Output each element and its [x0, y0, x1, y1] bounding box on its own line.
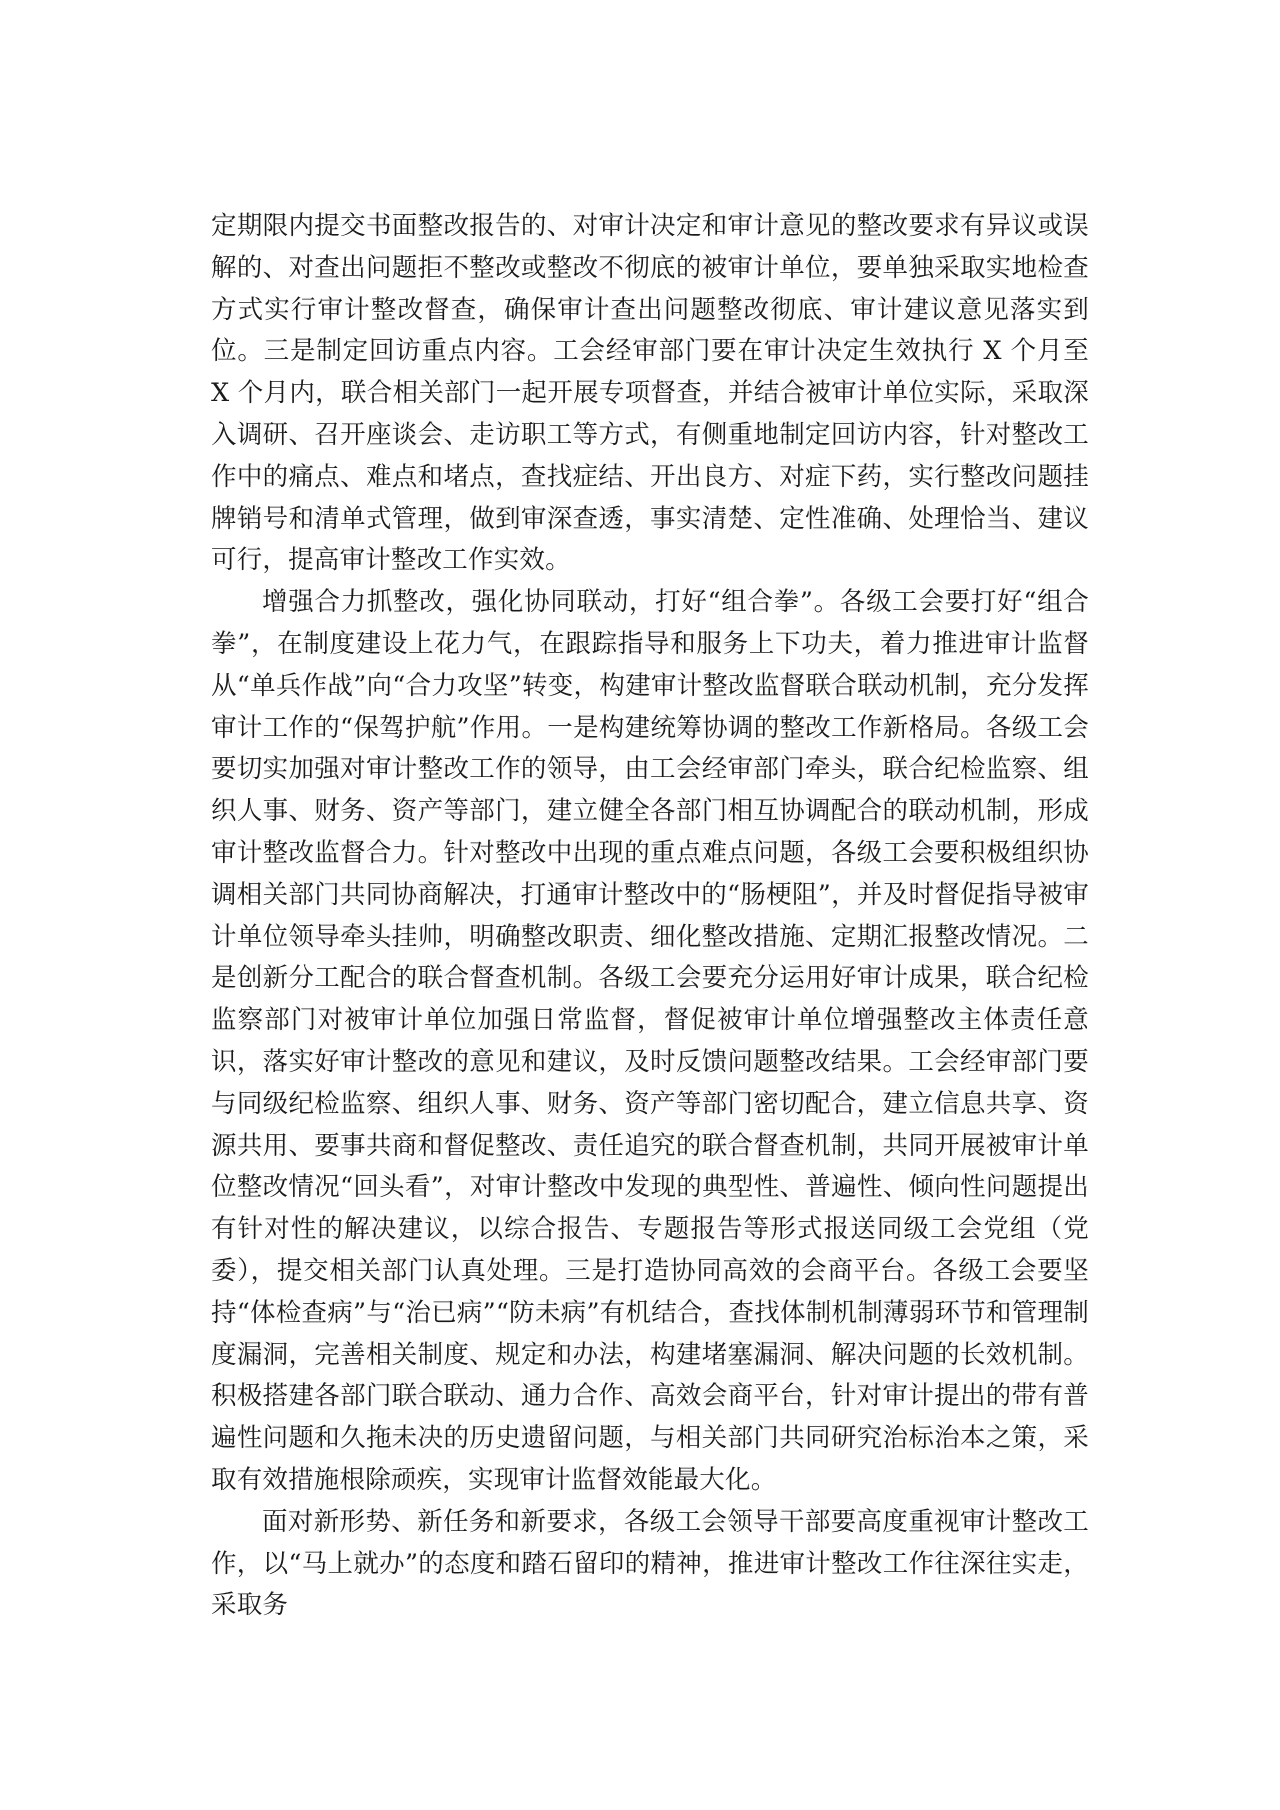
document-body: [211, 206, 1089, 1627]
paragraph-continuation: 定期限内提交书面整改报告的、对审计决定和审计意见的整改要求有异议或误解的、对查出问题拒不整改或整改不彻底的被审计单位，要单独采取实地检查方式实行审计整改督查，确保审计查出问题整改彻底、审计建议意见落实到位。三是制定回访重点内容。工会经审部门要在审计决定生效执行 X 个月至 X 个月内，联合相关部门一起开展专项督查，并结合被审计单位实际，采取深入调研、召开座谈会、走访职工等方式，有侧重地制定回访内容，针对整改工作中的痛点、难点和堵点，查找症结、开出良方、对症下药，实行整改问题挂牌销号和清单式管理，做到审深查透，事实清楚、定性准确、处理恰当、建议可行，提高审计整改工作实效。: [211, 211, 1089, 576]
paragraph-new-situation: 面对新形势、新任务和新要求，各级工会领导干部要高度重视审计整改工作，以“马上就办”的态度和踏石留印的精神，推进审计整改工作往深往实走，采取务: [211, 1506, 1089, 1621]
paragraph-joint-rectification: 增强合力抓整改，强化协同联动，打好“组合拳”。各级工会要打好“组合拳”，在制度建设上花力气，在跟踪指导和服务上下功夫，着力推进审计监督从“单兵作战”向“合力攻坚”转变，构建审计整改监督联合联动机制，充分发挥审计工作的“保驾护航”作用。一是构建统筹协调的整改工作新格局。各级工会要切实加强对审计整改工作的领导，由工会经审部门牵头，联合纪检监察、组织人事、财务、资产等部门，建立健全各部门相互协调配合的联动机制，形成审计整改监督合力。针对整改中出现的重点难点问题，各级工会要积极组织协调相关部门共同协商解决，打通审计整改中的“肠梗阻”，并及时督促指导被审计单位领导牵头挂帅，明确整改职责、细化整改措施、定期汇报整改情况。二是创新分工配合的联合督查机制。各级工会要充分运用好审计成果，联合纪检监察部门对被审计单位加强日常监督，督促被审计单位增强整改主体责任意识，落实好审计整改的意见和建议，及时反馈问题整改结果。工会经审部门要与同级纪检监察、组织人事、财务、资产等部门密切配合，建立信息共享、资源共用、要事共商和督促整改、责任追究的联合督查机制，共同开展被审计单位整改情况“回头看”，对审计整改中发现的典型性、普遍性、倾向性问题提出有针对性的解决建议，以综合报告、专题报告等形式报送同级工会党组（党委），提交相关部门认真处理。三是打造协同高效的会商平台。各级工会要坚持“体检查病”与“治已病”“防未病”有机结合，查找体制机制薄弱环节和管理制度漏洞，完善相关制度、规定和办法，构建堵塞漏洞、解决问题的长效机制。积极搭建各部门联合联动、通力合作、高效会商平台，针对审计提出的带有普遍性问题和久拖未决的历史遗留问题，与相关部门共同研究治标治本之策，采取有效措施根除顽疾，实现审计监督效能最大化。: [211, 587, 1089, 1495]
